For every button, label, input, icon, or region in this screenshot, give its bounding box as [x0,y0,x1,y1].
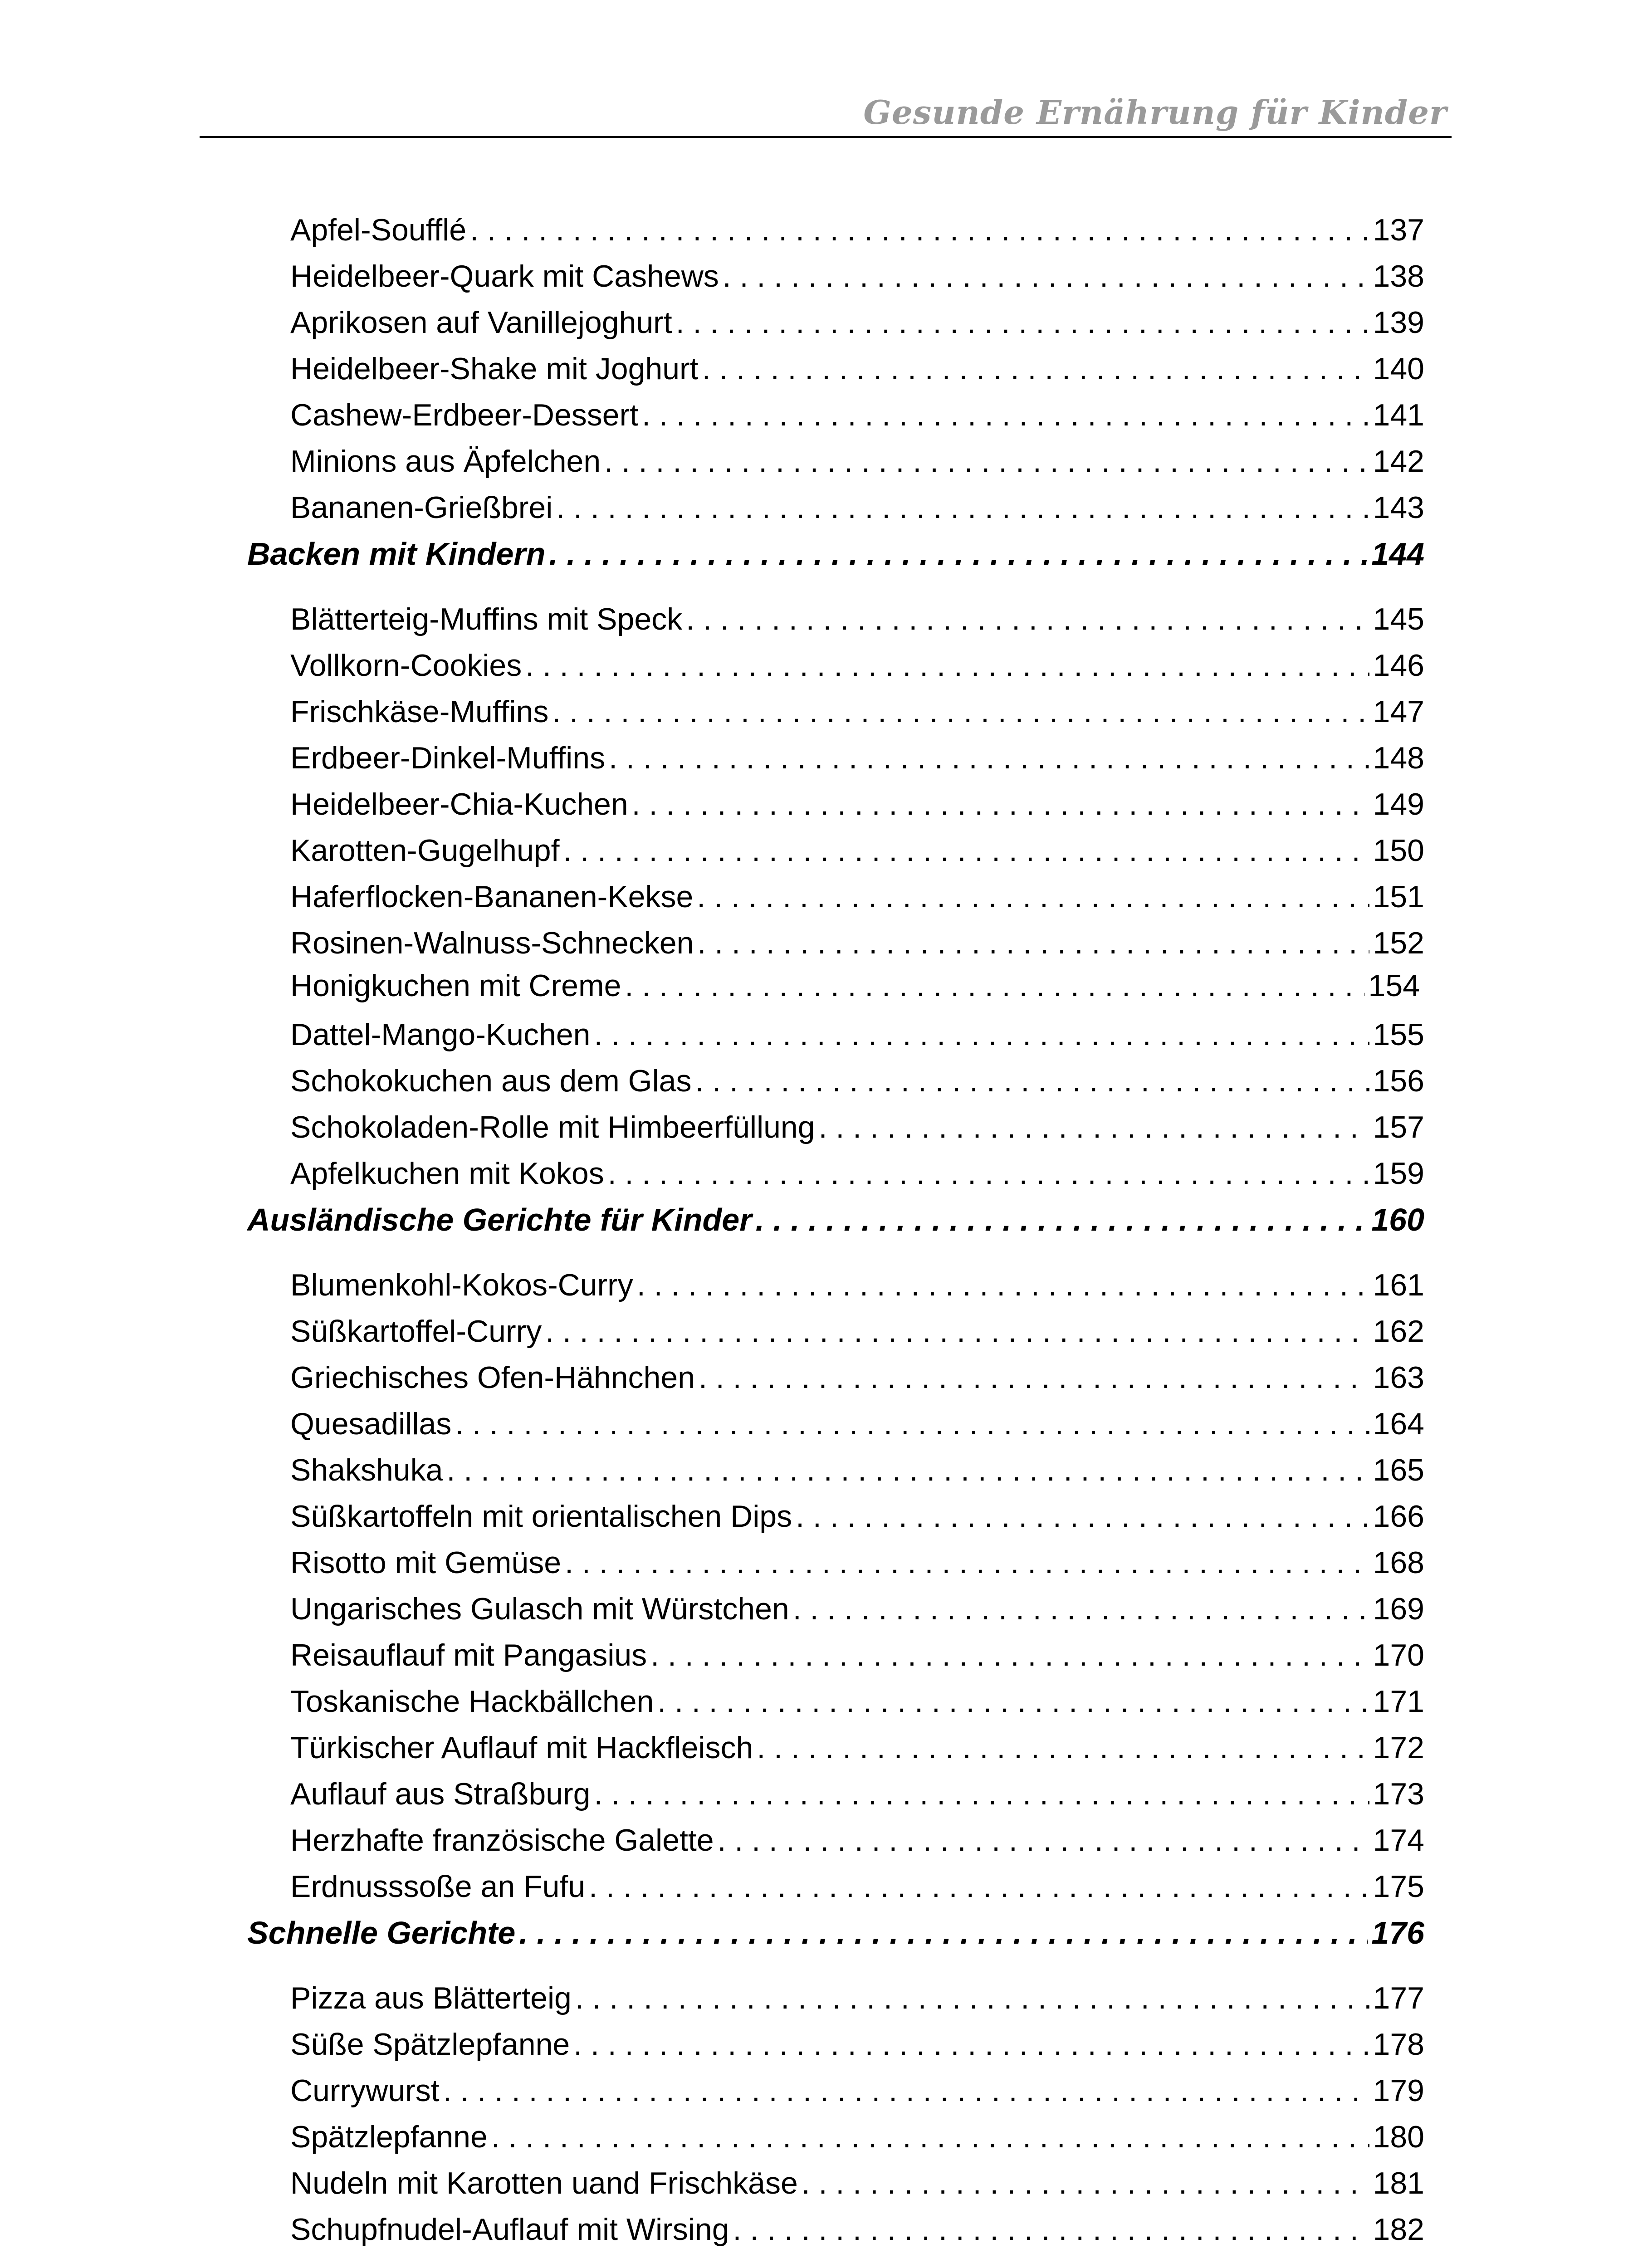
toc-entry-title: Aprikosen auf Vanillejoghurt [290,305,672,340]
toc-chapter-heading [247,1912,1424,1953]
toc-entry [290,1866,1424,1907]
dot-leader [573,2024,1369,2065]
toc-entry [290,395,1424,435]
toc-entry-title: Heidelbeer-Quark mit Cashews [290,259,719,293]
toc-entry-page: 170 [1373,1638,1424,1672]
toc-entry-page: 161 [1373,1268,1424,1302]
toc-entry-page: 163 [1373,1360,1424,1395]
dot-leader [718,1820,1369,1861]
toc-entry-page: 175 [1373,1869,1424,1904]
dot-leader [796,1496,1369,1537]
toc-entry-page: 148 [1373,741,1424,775]
toc-chapter-page: 160 [1371,1202,1424,1237]
toc-entry-title: Quesadillas [290,1407,452,1441]
toc-entry-title: Toskanische Hackbällchen [290,1684,654,1719]
dot-leader [446,1450,1369,1491]
toc-entry-title: Cashew-Erdbeer-Dessert [290,398,639,432]
dot-leader [470,210,1369,250]
toc-entry-title: Herzhafte französische Galette [290,1823,714,1857]
dot-leader [519,1912,1368,1953]
dot-leader [637,1265,1369,1305]
toc-entry [290,1107,1424,1148]
toc-entry-page: 152 [1373,926,1424,960]
toc-entry-page: 180 [1373,2120,1424,2154]
toc-entry-title: Apfelkuchen mit Kokos [290,1156,604,1191]
toc-entry [290,441,1424,482]
toc-entry-page: 162 [1373,1314,1424,1349]
toc-entry-page: 172 [1373,1730,1424,1765]
toc-entry-title: Nudeln mit Karotten uand Frischkäse [290,2166,798,2200]
dot-leader [650,1635,1369,1676]
dot-leader [604,441,1369,482]
toc-entry-page: 149 [1373,787,1424,821]
toc-entry-page: 146 [1373,648,1424,683]
toc-entry-title: Heidelbeer-Shake mit Joghurt [290,352,699,386]
dot-leader [565,1542,1369,1583]
toc-entry-title: Frischkäse-Muffins [290,694,549,729]
dot-leader [545,1311,1369,1352]
toc-entry-page: 182 [1373,2212,1424,2247]
toc-entry-title: Schokoladen-Rolle mit Himbeerfüllung [290,1110,815,1144]
toc-entry [290,1681,1424,1722]
toc-entry-title: Bananen-Grießbrei [290,490,553,525]
toc-entry-title: Heidelbeer-Chia-Kuchen [290,787,628,821]
toc-entry [290,923,1424,963]
dot-leader [563,830,1369,871]
toc-chapter-title: Schnelle Gerichte [247,1915,516,1950]
toc-entry-title: Schokokuchen aus dem Glas [290,1064,692,1098]
toc-chapter-title: Backen mit Kindern [247,536,546,572]
toc-entry-title: Haferflocken-Bananen-Kekse [290,880,694,914]
dot-leader [697,876,1369,917]
toc-entry-title: Currywurst [290,2073,440,2108]
dot-leader [575,1978,1369,2019]
toc-entry-title: Blätterteig-Muffins mit Speck [290,602,683,636]
toc-entry-page: 151 [1373,880,1424,914]
toc-entry-page: 181 [1373,2166,1424,2200]
toc-entry-page: 179 [1373,2073,1424,2108]
dot-leader [594,1014,1369,1055]
dot-leader [589,1866,1369,1907]
toc-entry [290,784,1424,825]
dot-leader [695,1061,1369,1101]
toc-entry-page: 140 [1373,352,1424,386]
toc-entry-page: 165 [1373,1453,1424,1487]
dot-leader [625,965,1364,1006]
toc-entry-title: Auflauf aus Straßburg [290,1777,591,1811]
toc-entry [290,691,1424,732]
toc-entry-page: 141 [1373,398,1424,432]
dot-leader [697,923,1369,963]
toc-entry [290,1542,1424,1583]
toc-entry [290,2116,1424,2157]
toc-entry-page: 174 [1373,1823,1424,1857]
dot-leader [733,2209,1369,2250]
toc-chapter-title: Ausländische Gerichte für Kinder [247,1202,752,1237]
dot-leader [793,1589,1369,1629]
toc-entry-page: 145 [1373,602,1424,636]
toc-entry [290,1774,1424,1814]
toc-entry-page: 177 [1373,1981,1424,2015]
toc-entry-page: 139 [1373,305,1424,340]
toc-entry-title: Spätzlepfanne [290,2120,488,2154]
toc-entry-title: Griechisches Ofen-Hähnchen [290,1360,695,1395]
toc-entry-title: Süße Spätzlepfanne [290,2027,570,2062]
toc-entry-title: Süßkartoffel-Curry [290,1314,542,1349]
dot-leader [552,691,1369,732]
dot-leader [702,348,1369,389]
toc-entry-title: Minions aus Äpfelchen [290,444,601,479]
toc-entry-page: 150 [1373,833,1424,868]
toc-entry-page: 154 [1368,968,1420,1003]
dot-leader [556,487,1369,528]
toc-entry [290,487,1424,528]
dot-leader [443,2070,1369,2111]
dot-leader [525,645,1369,686]
toc-entry-title: Rosinen-Walnuss-Schnecken [290,926,694,960]
toc-entry [290,1496,1424,1537]
toc-entry-page: 155 [1373,1017,1424,1052]
toc-entry-title: Schupfnudel-Auflauf mit Wirsing [290,2212,729,2247]
dot-leader [549,533,1368,574]
toc-entry-title: Honigkuchen mit Creme [290,968,621,1003]
toc-entry-title: Erdnusssoße an Fufu [290,1869,586,1904]
dot-leader [755,1199,1368,1240]
toc-entry [290,1978,1424,2019]
toc-entry [290,1153,1424,1194]
toc-entry [290,2024,1424,2065]
toc-entry-title: Dattel-Mango-Kuchen [290,1017,591,1052]
dot-leader [608,1153,1369,1194]
toc-entry-page: 171 [1373,1684,1424,1719]
toc-entry-page: 157 [1373,1110,1424,1144]
toc-entry [290,2209,1424,2250]
toc-entry-title: Erdbeer-Dinkel-Muffins [290,741,606,775]
toc-chapter-heading [247,533,1424,574]
toc-entry-page: 137 [1373,213,1424,247]
toc-entry [290,1061,1424,1101]
toc-entry [290,1403,1424,1444]
toc-entry [290,1727,1424,1768]
toc-entry-page: 156 [1373,1064,1424,1098]
toc-entry [290,256,1424,297]
dot-leader [699,1357,1369,1398]
toc-entry [290,348,1424,389]
dot-leader [819,1107,1369,1148]
dot-leader [632,784,1369,825]
toc-entry-page: 169 [1373,1592,1424,1626]
dot-leader [609,738,1369,778]
toc-entry-title: Türkischer Auflauf mit Hackfleisch [290,1730,753,1765]
toc-chapter-page: 144 [1371,536,1424,572]
dot-leader [642,395,1369,435]
toc-entry [290,876,1424,917]
toc-entry-page: 168 [1373,1545,1424,1580]
toc-entry-page: 143 [1373,490,1424,525]
toc-entry [290,1589,1424,1629]
dot-leader [723,256,1369,297]
toc-entry [290,599,1424,640]
toc-entry [290,738,1424,778]
dot-leader [676,302,1369,343]
toc-entry-page: 159 [1373,1156,1424,1191]
toc-entry-title: Reisauflauf mit Pangasius [290,1638,647,1672]
dot-leader [686,599,1369,640]
toc-entry [290,210,1424,250]
toc-entry [290,1635,1424,1676]
toc-entry-title: Vollkorn-Cookies [290,648,522,683]
toc-entry-page: 138 [1373,259,1424,293]
toc-entry-page: 142 [1373,444,1424,479]
dot-leader [802,2163,1369,2204]
toc-entry [290,302,1424,343]
toc-entry-page: 147 [1373,694,1424,729]
dot-leader [757,1727,1369,1768]
toc-entry [290,2163,1424,2204]
toc-entry-page: 166 [1373,1499,1424,1534]
toc-entry-title: Süßkartoffeln mit orientalischen Dips [290,1499,792,1534]
toc-entry [290,1450,1424,1491]
dot-leader [657,1681,1369,1722]
running-header: Gesunde Ernährung für Kinder [863,93,1447,132]
toc-chapter-page: 176 [1371,1915,1424,1950]
toc-entry [290,1014,1424,1055]
toc-entry-title: Pizza aus Blätterteig [290,1981,572,2015]
toc-entry-page: 178 [1373,2027,1424,2062]
toc-entry-title: Shakshuka [290,1453,443,1487]
toc-entry-title: Karotten-Gugelhupf [290,833,560,868]
toc-entry [290,645,1424,686]
toc-entry [290,1265,1424,1305]
toc-entry [290,1820,1424,1861]
toc-entry-title: Blumenkohl-Kokos-Curry [290,1268,633,1302]
toc-entry-page: 164 [1373,1407,1424,1441]
dot-leader [455,1403,1369,1444]
toc-entry-title: Ungarisches Gulasch mit Würstchen [290,1592,789,1626]
dot-leader [594,1774,1369,1814]
toc-chapter-heading [247,1199,1424,1240]
toc-entry [290,1311,1424,1352]
toc-entry [290,2070,1424,2111]
toc-entry-title: Apfel-Soufflé [290,213,467,247]
dot-leader [491,2116,1369,2157]
toc-entry [290,830,1424,871]
toc-entry [290,1357,1424,1398]
toc-entry-page: 173 [1373,1777,1424,1811]
toc-entry [290,965,1420,1006]
toc-entry-title: Risotto mit Gemüse [290,1545,562,1580]
